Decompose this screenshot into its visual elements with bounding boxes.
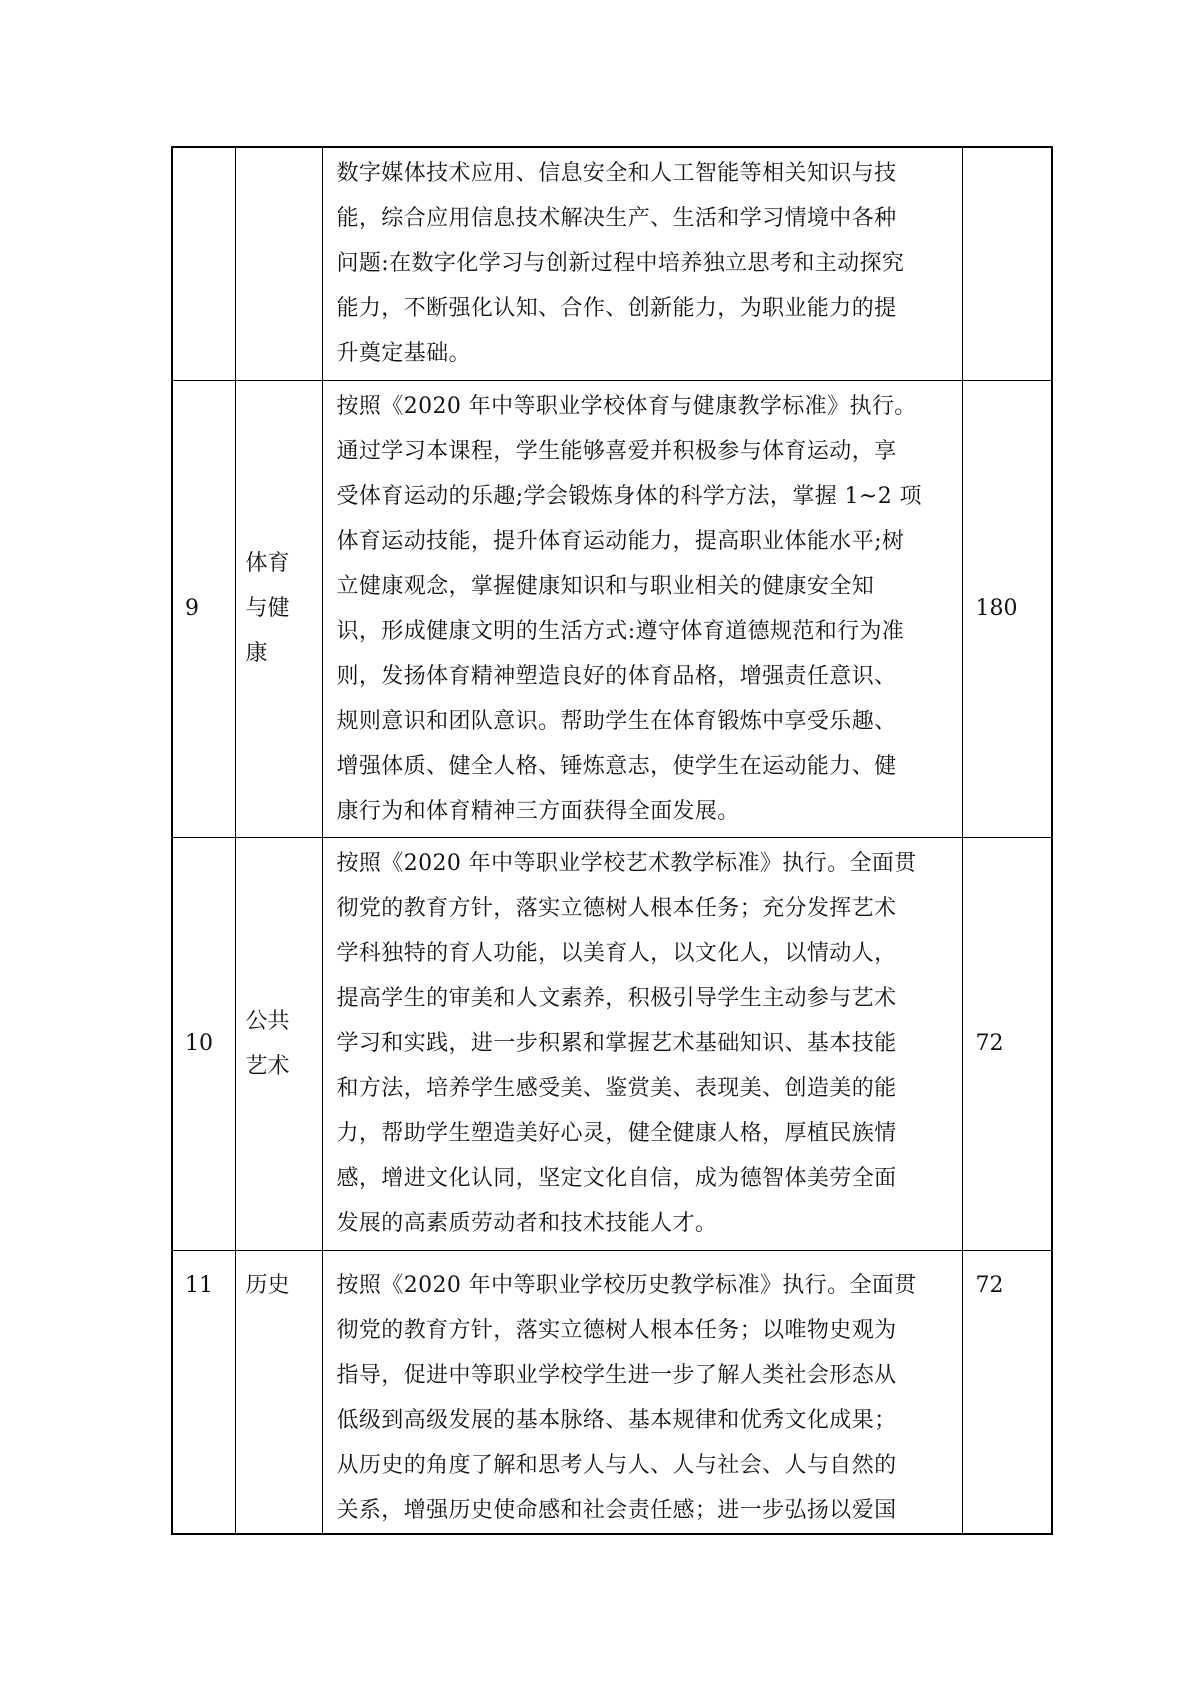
course-number: 9 xyxy=(172,380,235,837)
content-line: 则，发扬体育精神塑造良好的体育品格，增强责任意识、 xyxy=(336,663,897,689)
course-content xyxy=(322,380,962,837)
content-line: 按照《2020 年中等职业学校体育与健康教学标准》执行。 xyxy=(336,393,917,419)
course-name xyxy=(235,1250,322,1534)
content-line: 受体育运动的乐趣;学会锻炼身体的科学方法，掌握 1~2 项 xyxy=(336,483,922,509)
content-line: 从历史的角度了解和思考人与人、人与社会、人与自然的 xyxy=(336,1452,897,1478)
table-row xyxy=(172,1250,1052,1534)
course-name-line: 历史 xyxy=(245,1272,290,1298)
table-row xyxy=(172,380,1052,837)
content-line: 规则意识和团队意识。帮助学生在体育锻炼中享受乐趣、 xyxy=(336,708,897,734)
content-line: 彻党的教育方针，落实立德树人根本任务；充分发挥艺术 xyxy=(336,896,897,921)
content-line: 发展的高素质劳动者和技术技能人才。 xyxy=(336,1211,718,1236)
course-content xyxy=(322,1250,962,1534)
content-line: 康行为和体育精神三方面获得全面发展。 xyxy=(336,798,740,824)
content-line: 能力，不断强化认知、合作、创新能力，为职业能力的提 xyxy=(336,296,897,322)
course-hours: 180 xyxy=(962,380,1052,837)
course-content xyxy=(322,147,962,380)
course-hours: 72 xyxy=(962,837,1052,1250)
table-row xyxy=(172,837,1052,1250)
content-line: 识，形成健康文明的生活方式:遵守体育道德规范和行为准 xyxy=(336,618,905,644)
course-name-line: 康 xyxy=(245,641,268,666)
course-hours xyxy=(962,147,1052,380)
course-number xyxy=(172,147,235,380)
content-line: 数字媒体技术应用、信息安全和人工智能等相关知识与技 xyxy=(336,161,897,187)
content-line: 力，帮助学生塑造美好心灵，健全健康人格，厚植民族情 xyxy=(336,1121,897,1146)
content-line: 问题:在数字化学习与创新过程中培养独立思考和主动探究 xyxy=(336,251,905,277)
content-line: 和方法，培养学生感受美、鉴赏美、表现美、创造美的能 xyxy=(336,1076,897,1101)
content-line: 按照《2020 年中等职业学校艺术教学标准》执行。全面贯 xyxy=(336,851,917,876)
course-table xyxy=(171,146,1053,1535)
course-hours: 72 xyxy=(962,1250,1052,1534)
table-row xyxy=(172,147,1052,380)
content-line: 通过学习本课程，学生能够喜爱并积极参与体育运动，享 xyxy=(336,438,897,464)
content-line: 学习和实践，进一步积累和掌握艺术基础知识、基本技能 xyxy=(336,1031,897,1056)
course-name-line: 艺术 xyxy=(245,1053,290,1079)
content-line: 体育运动技能，提升体育运动能力，提高职业体能水平;树 xyxy=(336,528,905,554)
course-name-line: 体育 xyxy=(245,551,290,576)
course-name xyxy=(235,837,322,1250)
content-line: 提高学生的审美和人文素养，积极引导学生主动参与艺术 xyxy=(336,986,897,1011)
content-line: 学科独特的育人功能，以美育人，以文化人，以情动人， xyxy=(336,941,897,966)
course-content xyxy=(322,837,962,1250)
course-number: 11 xyxy=(172,1250,235,1534)
content-line: 感，增进文化认同，坚定文化自信，成为德智体美劳全面 xyxy=(336,1166,897,1191)
content-line: 指导，促进中等职业学校学生进一步了解人类社会形态从 xyxy=(336,1362,897,1388)
course-name-line: 与健 xyxy=(245,596,290,621)
content-line: 低级到高级发展的基本脉络、基本规律和优秀文化成果； xyxy=(336,1407,897,1433)
content-line: 按照《2020 年中等职业学校历史教学标准》执行。全面贯 xyxy=(336,1272,917,1298)
course-name-line: 公共 xyxy=(245,1008,290,1034)
content-line: 彻党的教育方针，落实立德树人根本任务；以唯物史观为 xyxy=(336,1317,897,1343)
content-line: 关系，增强历史使命感和社会责任感；进一步弘扬以爱国 xyxy=(336,1497,897,1523)
content-line: 升奠定基础。 xyxy=(336,341,471,367)
content-line: 能，综合应用信息技术解决生产、生活和学习情境中各种 xyxy=(336,206,897,232)
course-number: 10 xyxy=(172,837,235,1250)
course-name xyxy=(235,147,322,380)
content-line: 增强体质、健全人格、锤炼意志，使学生在运动能力、健 xyxy=(336,753,897,779)
course-name xyxy=(235,380,322,837)
content-line: 立健康观念，掌握健康知识和与职业相关的健康安全知 xyxy=(336,573,875,599)
